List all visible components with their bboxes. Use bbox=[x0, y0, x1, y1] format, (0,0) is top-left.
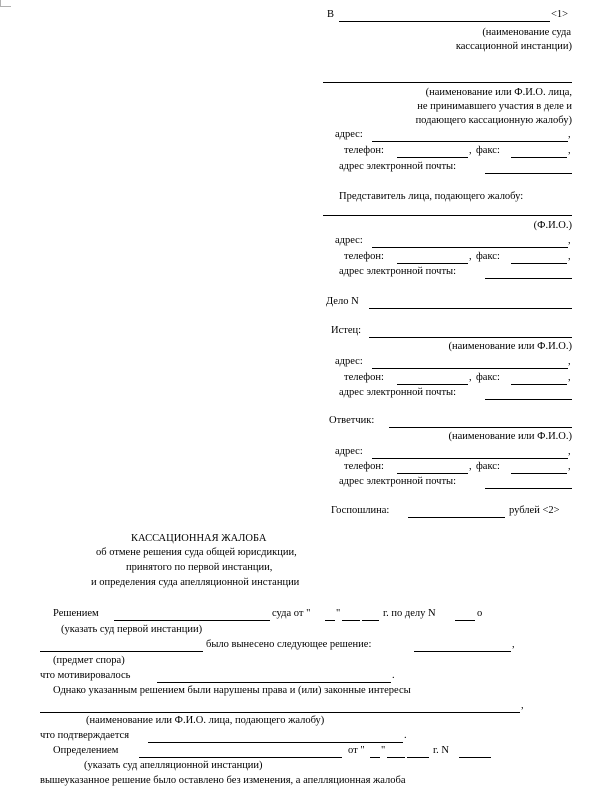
decision-content-field[interactable] bbox=[414, 651, 511, 652]
motivation-field[interactable] bbox=[157, 682, 391, 683]
ruling-number-field[interactable] bbox=[459, 757, 491, 758]
comma: , bbox=[568, 446, 571, 457]
suffix-o: о bbox=[477, 608, 483, 619]
fax-field[interactable] bbox=[511, 473, 567, 474]
court-name-field[interactable] bbox=[339, 21, 550, 22]
first-instance-hint: (указать суд первой инстанции) bbox=[61, 624, 203, 635]
address-field[interactable] bbox=[372, 247, 568, 248]
ruling-day-field[interactable] bbox=[370, 757, 380, 758]
address-label: адрес: bbox=[335, 446, 363, 457]
email-field[interactable] bbox=[485, 173, 572, 174]
comma: , bbox=[568, 372, 571, 383]
dot: . bbox=[392, 670, 395, 681]
plaintiff-field[interactable] bbox=[369, 337, 572, 338]
address-field[interactable] bbox=[372, 458, 568, 459]
decision-made-text: было вынесено следующее решение: bbox=[206, 639, 372, 650]
phone-field[interactable] bbox=[397, 157, 468, 158]
fee-amount-field[interactable] bbox=[408, 517, 505, 518]
comma: , bbox=[568, 145, 571, 156]
fax-field[interactable] bbox=[511, 157, 567, 158]
phone-field[interactable] bbox=[397, 384, 468, 385]
fee-suffix: рублей <2> bbox=[509, 505, 560, 516]
fax-label: факс: bbox=[476, 372, 500, 383]
motivated-text: что мотивировалось bbox=[40, 670, 131, 681]
appeal-court-hint: (указать суд апелляционной инстанции) bbox=[84, 760, 263, 771]
comma: , bbox=[469, 461, 472, 472]
comma: , bbox=[568, 235, 571, 246]
fax-field[interactable] bbox=[511, 263, 567, 264]
fee-label: Госпошлина: bbox=[331, 505, 390, 516]
ruling-year-field[interactable] bbox=[407, 757, 429, 758]
document-title: КАССАЦИОННАЯ ЖАЛОБА bbox=[131, 533, 267, 544]
plaintiff-label: Истец: bbox=[331, 325, 362, 336]
dot: . bbox=[404, 730, 407, 741]
comma: , bbox=[568, 356, 571, 367]
quote-close: " bbox=[336, 608, 341, 619]
appellant-hint: подающего кассационную жалобу) bbox=[415, 115, 572, 126]
representative-field[interactable] bbox=[323, 215, 572, 216]
decision-month-field[interactable] bbox=[342, 620, 360, 621]
decision-day-field[interactable] bbox=[325, 620, 335, 621]
defendant-hint: (наименование или Ф.И.О.) bbox=[448, 431, 572, 442]
phone-field[interactable] bbox=[397, 473, 468, 474]
email-label: адрес электронной почты: bbox=[339, 476, 457, 487]
page-corner-mark bbox=[0, 0, 11, 7]
representative-label: Представитель лица, подающего жалобу: bbox=[339, 191, 524, 202]
comma: , bbox=[512, 639, 515, 650]
case-label: Дело N bbox=[326, 296, 359, 307]
applicant-hint: (наименование или Ф.И.О. лица, подающего жалобу) bbox=[86, 715, 325, 726]
comma: , bbox=[469, 251, 472, 262]
appellant-name-field[interactable] bbox=[323, 82, 572, 83]
to-prefix: В bbox=[327, 9, 335, 20]
confirmed-text: что подтверждается bbox=[40, 730, 130, 741]
year-n-text: г. N bbox=[433, 745, 449, 756]
document-subtitle: и определения суда апелляционной инстанции bbox=[91, 577, 300, 588]
defendant-field[interactable] bbox=[389, 427, 572, 428]
email-field[interactable] bbox=[485, 278, 572, 279]
email-label: адрес электронной почты: bbox=[339, 387, 457, 398]
year-case-text: г. по делу N bbox=[383, 608, 436, 619]
decision-prefix-field[interactable] bbox=[40, 651, 203, 652]
violated-text: Однако указанным решением были нарушены права и (или) законные интересы bbox=[53, 685, 411, 696]
footnote-1: <1> bbox=[551, 9, 569, 20]
comma: , bbox=[568, 461, 571, 472]
comma: , bbox=[469, 372, 472, 383]
comma: , bbox=[521, 700, 524, 711]
appeal-court-field[interactable] bbox=[139, 757, 342, 758]
court-name-hint: (наименование суда bbox=[482, 27, 571, 38]
address-label: адрес: bbox=[335, 129, 363, 140]
applicant-field[interactable] bbox=[40, 712, 520, 713]
comma: , bbox=[568, 251, 571, 262]
email-field[interactable] bbox=[485, 399, 572, 400]
case-number-field[interactable] bbox=[369, 308, 572, 309]
fax-label: факс: bbox=[476, 251, 500, 262]
fax-label: факс: bbox=[476, 461, 500, 472]
address-label: адрес: bbox=[335, 356, 363, 367]
email-label: адрес электронной почты: bbox=[339, 161, 457, 172]
evidence-field[interactable] bbox=[148, 742, 403, 743]
document-subtitle: принятого по первой инстанции, bbox=[126, 562, 273, 573]
decision-label: Решением bbox=[53, 608, 99, 619]
plaintiff-hint: (наименование или Ф.И.О.) bbox=[448, 341, 572, 352]
appellant-hint: (наименование или Ф.И.О. лица, bbox=[425, 87, 572, 98]
appellant-hint: не принимавшего участия в деле и bbox=[417, 101, 572, 112]
email-field[interactable] bbox=[485, 488, 572, 489]
address-field[interactable] bbox=[372, 368, 568, 369]
comma: , bbox=[469, 145, 472, 156]
quote-close: " bbox=[381, 745, 386, 756]
ruling-month-field[interactable] bbox=[387, 757, 405, 758]
phone-label: телефон: bbox=[344, 145, 384, 156]
court-name-hint: кассационной инстанции) bbox=[455, 41, 572, 52]
address-field[interactable] bbox=[372, 141, 568, 142]
email-label: адрес электронной почты: bbox=[339, 266, 457, 277]
subject-hint: (предмет спора) bbox=[53, 655, 125, 666]
from-quote-text: от " bbox=[348, 745, 365, 756]
document-subtitle: об отмене решения суда общей юрисдикции, bbox=[96, 547, 297, 558]
ruling-label: Определением bbox=[53, 745, 119, 756]
fax-label: факс: bbox=[476, 145, 500, 156]
case-number-inline-field[interactable] bbox=[455, 620, 475, 621]
phone-field[interactable] bbox=[397, 263, 468, 264]
phone-label: телефон: bbox=[344, 461, 384, 472]
address-label: адрес: bbox=[335, 235, 363, 246]
last-line-text: вышеуказанное решение было оставлено без изменения, а апелляционная жалоба bbox=[40, 775, 406, 786]
decision-year-field[interactable] bbox=[362, 620, 379, 621]
defendant-label: Ответчик: bbox=[329, 415, 375, 426]
first-instance-court-field[interactable] bbox=[114, 620, 270, 621]
phone-label: телефон: bbox=[344, 251, 384, 262]
court-from-text: суда от " bbox=[272, 608, 311, 619]
comma: , bbox=[568, 129, 571, 140]
fio-hint: (Ф.И.О.) bbox=[533, 220, 572, 231]
phone-label: телефон: bbox=[344, 372, 384, 383]
fax-field[interactable] bbox=[511, 384, 567, 385]
